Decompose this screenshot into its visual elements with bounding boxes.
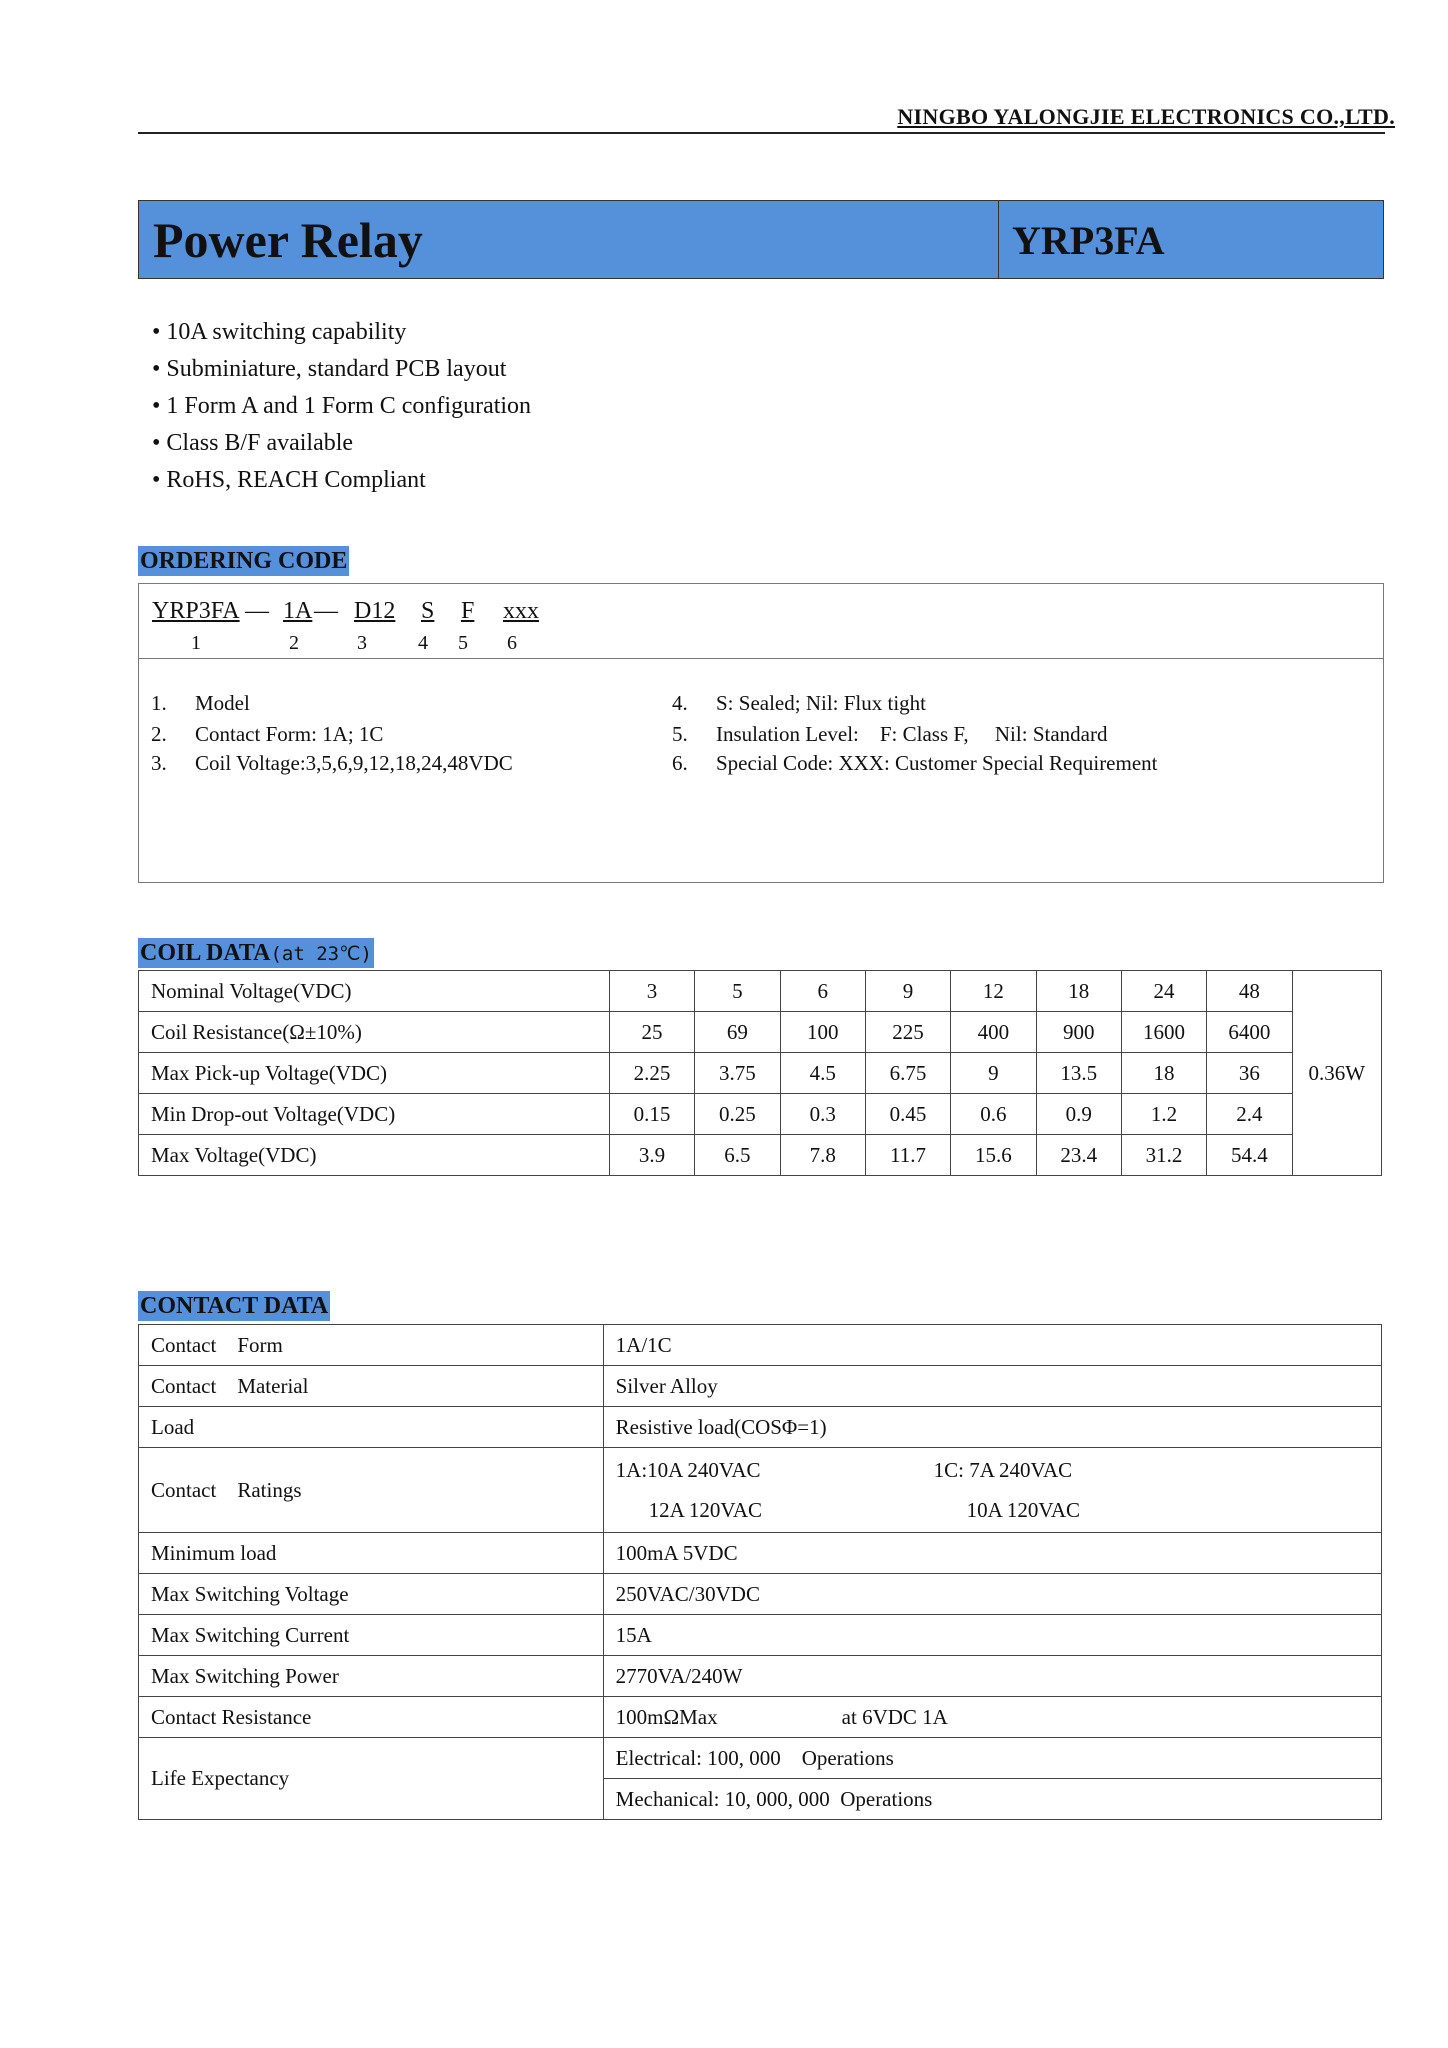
option-item: 2. Contact Form: 1A; 1C <box>151 722 384 746</box>
code-part-insulation: F <box>461 598 475 624</box>
table-row: Contact Form 1A/1C <box>139 1325 1382 1366</box>
table-row: Max Pick-up Voltage(VDC) 2.25 3.75 4.5 6.75 9 13.5 18 36 <box>139 1053 1382 1094</box>
code-number: 2 <box>289 632 299 654</box>
code-part-seal: S <box>421 598 435 624</box>
ordering-code-heading: ORDERING CODE <box>140 548 348 574</box>
coil-power: 0.36W <box>1292 971 1381 1176</box>
coil-data-table <box>138 970 1382 1176</box>
feature-list <box>152 314 531 499</box>
code-number: 3 <box>357 632 367 654</box>
table-row: Contact Material Silver Alloy <box>139 1366 1382 1407</box>
code-dash: — <box>245 598 269 624</box>
code-part-special: xxx <box>503 598 539 624</box>
table-row: Nominal Voltage(VDC) 3 5 6 9 12 18 24 48 0.36W <box>139 971 1382 1012</box>
header-rule <box>138 132 1385 134</box>
contact-ratings-values: 1A:10A 240VAC 1C: 7A 240VAC 12A 120VAC 10A 120VAC <box>603 1448 1381 1533</box>
title-divider <box>998 201 999 278</box>
option-item: 6. Special Code: XXX: Customer Special Requirement <box>672 751 1158 775</box>
table-row: Max Voltage(VDC) 3.9 6.5 7.8 11.7 15.6 23.4 31.2 54.4 <box>139 1135 1382 1176</box>
company-name: NINGBO YALONGJIE ELECTRONICS CO.,LTD. <box>897 104 1395 129</box>
table-row: Load Resistive load(COSΦ=1) <box>139 1407 1382 1448</box>
contact-data-table <box>138 1324 1382 1820</box>
contact-data-heading: CONTACT DATA <box>140 1293 329 1319</box>
feature-item: • 1 Form A and 1 Form C configuration <box>152 388 531 425</box>
feature-item: • Class B/F available <box>152 425 531 462</box>
table-row: Minimum load 100mA 5VDC <box>139 1533 1382 1574</box>
code-number: 5 <box>458 632 468 654</box>
code-part-voltage: D12 <box>354 598 396 624</box>
ordering-code-box <box>138 583 1384 883</box>
feature-item: • Subminiature, standard PCB layout <box>152 351 531 388</box>
ordering-code-line <box>139 584 1383 659</box>
table-row: Contact Ratings 1A:10A 240VAC 1C: 7A 240VAC 12A 120VAC 10A 120VAC <box>139 1448 1382 1533</box>
feature-item: • RoHS, REACH Compliant <box>152 462 531 499</box>
table-row: Max Switching Current 15A <box>139 1615 1382 1656</box>
code-part-form: 1A <box>283 598 313 624</box>
option-item: 5. Insulation Level: F: Class F, Nil: Standard <box>672 722 1108 746</box>
coil-data-heading: COIL DATA(at 23℃) <box>140 940 372 966</box>
table-row: Contact Resistance 100mΩMax at 6VDC 1A <box>139 1697 1382 1738</box>
table-row: Life Expectancy Electrical: 100, 000 Operations <box>139 1738 1382 1779</box>
coil-data-subheading: (at 23℃) <box>270 943 372 965</box>
option-item: 3. Coil Voltage:3,5,6,9,12,18,24,48VDC <box>151 751 513 775</box>
table-row: Mechanical: 10, 000, 000 Operations <box>139 1779 1382 1820</box>
code-number: 1 <box>191 632 201 654</box>
model-number: YRP3FA <box>1012 218 1165 263</box>
title-band <box>138 200 1384 279</box>
option-item: 4. S: Sealed; Nil: Flux tight <box>672 691 927 715</box>
table-row: Max Switching Voltage 250VAC/30VDC <box>139 1574 1382 1615</box>
code-number: 6 <box>507 632 517 654</box>
page-title: Power Relay <box>153 212 423 268</box>
table-row: Coil Resistance(Ω±10%) 25 69 100 225 400 900 1600 6400 <box>139 1012 1382 1053</box>
code-part-model: YRP3FA <box>152 598 240 624</box>
code-number: 4 <box>418 632 428 654</box>
code-dash: — <box>314 598 338 624</box>
feature-item: • 10A switching capability <box>152 314 531 351</box>
table-row: Max Switching Power 2770VA/240W <box>139 1656 1382 1697</box>
table-row: Min Drop-out Voltage(VDC) 0.15 0.25 0.3 0.45 0.6 0.9 1.2 2.4 <box>139 1094 1382 1135</box>
option-item: 1. Model <box>151 691 250 715</box>
